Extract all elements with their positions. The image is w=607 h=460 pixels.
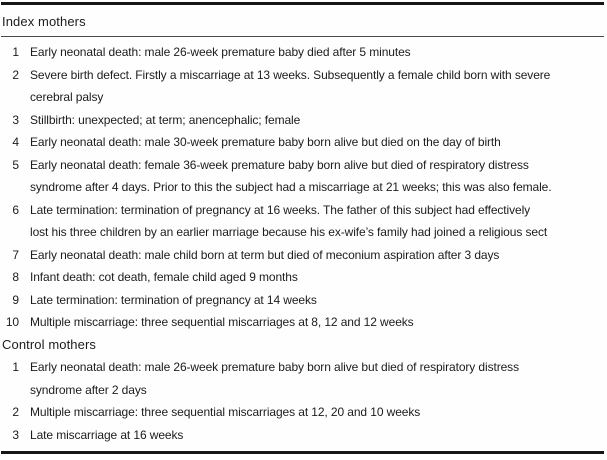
item-text: Early neonatal death: male 30-week premature baby born alive but died on the day of birth bbox=[30, 135, 501, 149]
list-item bbox=[0, 199, 607, 244]
list-item bbox=[0, 109, 607, 132]
item-text: Stillbirth: unexpected; at term; anencephalic; female bbox=[30, 112, 301, 127]
item-text: Early neonatal death: male 26-week premature baby died after 5 minutes bbox=[30, 45, 411, 59]
section-header-control-mothers: Control mothers bbox=[2, 336, 96, 352]
list-item bbox=[0, 154, 607, 199]
case-descriptions-table bbox=[0, 2, 607, 460]
item-text: Early neonatal death: male child born at term but died of meconium aspiration after 3 days bbox=[30, 247, 500, 262]
list-item bbox=[0, 131, 607, 154]
list-item bbox=[0, 244, 607, 267]
item-text: Severe birth defect. Firstly a miscarriage at 13 weeks. Subsequently a female child born with severe cerebral palsy bbox=[30, 67, 551, 104]
control-mothers-list bbox=[0, 356, 607, 446]
item-number: 7 bbox=[12, 247, 19, 262]
list-item bbox=[0, 64, 607, 109]
item-number: 2 bbox=[12, 405, 19, 419]
table-top-rule bbox=[1, 2, 604, 5]
item-number: 10 bbox=[5, 315, 19, 329]
item-text: Late termination: termination of pregnancy at 14 weeks bbox=[30, 292, 317, 307]
item-number: 9 bbox=[12, 292, 19, 307]
item-text: Late miscarriage at 16 weeks bbox=[30, 427, 184, 442]
item-text: Late termination: termination of pregnancy at 16 weeks. The father of this subject had effectively lost his three children by an earlier marriage because his ex-wife’s family had joined a religious sect bbox=[30, 202, 548, 239]
list-item bbox=[0, 356, 607, 401]
header-divider-rule bbox=[1, 36, 604, 38]
item-number: 3 bbox=[12, 112, 19, 127]
item-number: 1 bbox=[12, 360, 19, 374]
section-header-index-mothers: Index mothers bbox=[2, 13, 86, 29]
list-item bbox=[0, 289, 607, 312]
table-bottom-rule bbox=[1, 451, 604, 454]
list-item bbox=[0, 424, 607, 447]
item-number: 4 bbox=[12, 135, 19, 149]
item-number: 6 bbox=[12, 202, 19, 217]
item-text: Multiple miscarriage: three sequential miscarriages at 8, 12 and 12 weeks bbox=[30, 315, 414, 329]
item-text: Early neonatal death: male 26-week premature baby born alive but died of respiratory distress syndrome after 2 days bbox=[30, 360, 519, 397]
item-text: Infant death: cot death, female child aged 9 months bbox=[30, 270, 298, 284]
item-number: 8 bbox=[12, 270, 19, 284]
item-text: Early neonatal death: female 36-week premature baby born alive but died of respiratory distress syndrome after 4 days. Prior to this the subject had a miscarriage at 21 weeks; this was also female. bbox=[30, 157, 552, 194]
list-item bbox=[0, 41, 607, 64]
item-number: 2 bbox=[12, 67, 19, 82]
index-mothers-list bbox=[0, 41, 607, 334]
list-item bbox=[0, 401, 607, 424]
item-number: 1 bbox=[12, 45, 19, 59]
list-item bbox=[0, 311, 607, 334]
item-number: 3 bbox=[12, 427, 19, 442]
list-item bbox=[0, 266, 607, 289]
item-text: Multiple miscarriage: three sequential miscarriages at 12, 20 and 10 weeks bbox=[30, 405, 421, 419]
item-number: 5 bbox=[12, 157, 19, 172]
